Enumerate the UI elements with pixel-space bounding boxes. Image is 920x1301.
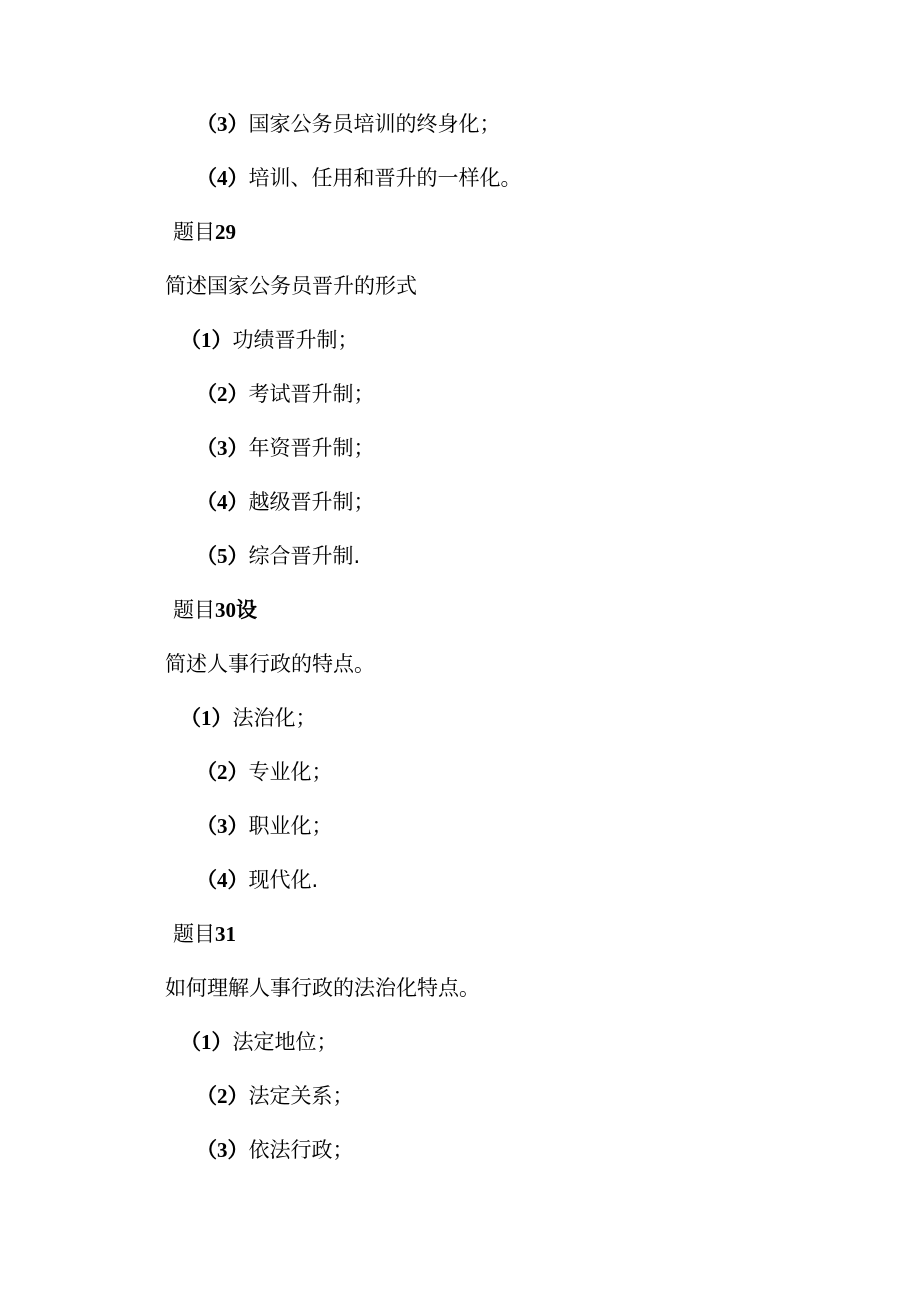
item-number: （4） — [196, 868, 249, 892]
question-heading — [173, 920, 236, 948]
item-number: （3） — [196, 112, 249, 136]
item-number: （2） — [196, 1084, 249, 1108]
heading-label: 题目 — [173, 922, 215, 946]
question-heading — [173, 596, 257, 624]
item-text: 专业化； — [248, 760, 333, 784]
item-number: （4） — [196, 166, 249, 190]
item-number: （5） — [196, 544, 249, 568]
question-text-content: 如何理解人事行政的法治化特点。 — [165, 976, 480, 1000]
list-item — [180, 1028, 338, 1056]
item-number: （2） — [196, 760, 249, 784]
heading-label: 题目 — [173, 598, 215, 622]
item-text: 法治化； — [232, 706, 317, 730]
heading-label: 题目 — [173, 220, 215, 244]
heading-number: 31 — [215, 922, 236, 946]
item-number: （3） — [196, 814, 249, 838]
item-text: 法定关系； — [248, 1084, 354, 1108]
list-item — [196, 542, 360, 570]
item-number: （2） — [196, 382, 249, 406]
list-item — [196, 866, 318, 894]
item-text: 法定地位； — [232, 1030, 338, 1054]
item-number: （3） — [196, 1138, 249, 1162]
question-text — [165, 650, 375, 678]
item-text: 年资晋升制； — [248, 436, 375, 460]
list-item — [196, 380, 375, 408]
item-number: （3） — [196, 436, 249, 460]
question-text-content: 简述人事行政的特点。 — [165, 652, 375, 676]
list-item — [196, 110, 501, 138]
item-text: 依法行政； — [248, 1138, 354, 1162]
item-text: 越级晋升制； — [248, 490, 375, 514]
item-text: 国家公务员培训的终身化； — [248, 112, 501, 136]
list-item — [196, 1136, 354, 1164]
item-number: （4） — [196, 490, 249, 514]
item-text: 现代化. — [248, 868, 319, 892]
item-text: 培训、任用和晋升的一样化。 — [248, 166, 522, 190]
heading-number: 29 — [215, 220, 236, 244]
list-item — [196, 434, 375, 462]
list-item — [196, 488, 375, 516]
item-text: 考试晋升制； — [248, 382, 375, 406]
list-item — [196, 164, 522, 192]
item-number: （1） — [180, 706, 233, 730]
question-text — [165, 974, 480, 1002]
question-heading — [173, 218, 236, 246]
item-text: 综合晋升制. — [248, 544, 361, 568]
item-text: 功绩晋升制； — [232, 328, 359, 352]
list-item — [196, 1082, 354, 1110]
item-number: （1） — [180, 328, 233, 352]
list-item — [196, 758, 333, 786]
question-text-content: 简述国家公务员晋升的形式 — [165, 274, 417, 298]
item-number: （1） — [180, 1030, 233, 1054]
question-text — [165, 272, 417, 300]
list-item — [180, 704, 317, 732]
heading-number: 30设 — [215, 598, 257, 622]
list-item — [180, 326, 359, 354]
item-text: 职业化； — [248, 814, 333, 838]
list-item — [196, 812, 333, 840]
